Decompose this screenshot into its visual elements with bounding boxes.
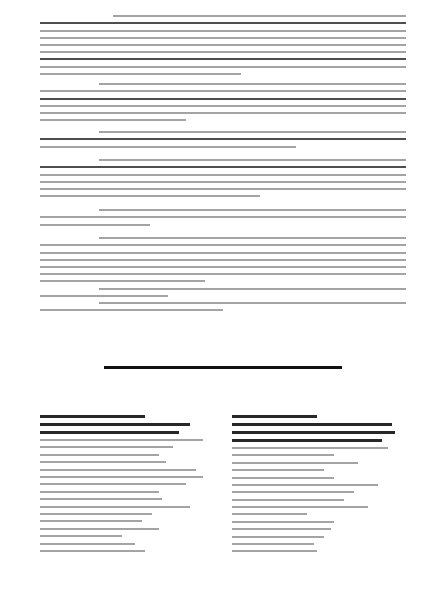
paragraph-2 — [40, 78, 406, 121]
paragraph-6 — [40, 232, 406, 311]
paragraph-4 — [40, 154, 406, 197]
section-heading — [40, 356, 406, 374]
contract-page — [40, 10, 406, 595]
paragraph-3 — [40, 126, 406, 148]
customer-details-block — [40, 410, 210, 552]
contractor-details-block — [232, 410, 402, 552]
paragraph-1 — [40, 10, 406, 75]
paragraph-5 — [40, 204, 406, 226]
